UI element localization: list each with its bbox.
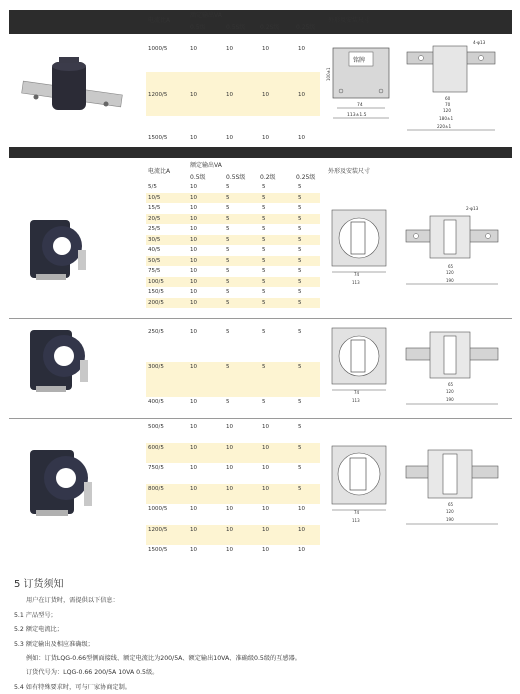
row-highlight	[146, 525, 320, 546]
cell-value: 5	[226, 226, 230, 232]
cell-value: 5	[262, 194, 266, 201]
cell-value: 5	[298, 268, 302, 274]
dimension-drawing-1	[327, 40, 502, 135]
cell-value: 10	[226, 465, 233, 471]
row-highlight	[146, 443, 320, 464]
cell-value: 5	[262, 278, 266, 285]
ordering-item: 5.2 额定电流比；	[14, 626, 63, 633]
cell-value: 10	[190, 184, 197, 190]
header-class-3: 0.2级	[260, 174, 276, 181]
cell-value: 10	[190, 485, 197, 492]
cell-value: 10	[190, 92, 197, 98]
cell-ratio: 1200/5	[148, 92, 168, 98]
dim-74: 74	[354, 390, 360, 395]
cell-value: 10	[190, 278, 197, 285]
ordering-item: 5.4 如有特殊要求时，可与厂家协商定制。	[14, 684, 131, 691]
cell-value: 5	[262, 215, 266, 222]
ordering-intro: 用户在订货时，需提供以下信息：	[26, 597, 119, 604]
cell-ratio: 250/5	[148, 329, 164, 335]
cell-value: 10	[190, 226, 197, 232]
cell-value: 5	[262, 226, 266, 232]
header-class-3: 0.2S级	[260, 24, 280, 31]
cell-value: 10	[190, 364, 197, 370]
cell-value: 10	[190, 135, 197, 141]
cell-value: 5	[298, 485, 302, 492]
cell-ratio: 200/5	[148, 299, 164, 306]
ordering-code: 订货代号为：LQG-0.66 200/5A 10VA 0.5级。	[26, 669, 159, 676]
dim-113: 113±1.5	[347, 113, 367, 118]
cell-value: 10	[226, 46, 233, 52]
dimension-drawing-2	[326, 180, 506, 290]
cell-value: 10	[190, 268, 197, 274]
row-highlight	[146, 362, 320, 397]
cell-value: 10	[226, 547, 233, 553]
cell-value: 5	[226, 299, 230, 306]
header-class-1: 0.5级	[190, 24, 206, 31]
header-rated-output: 额定输出VA	[190, 162, 222, 169]
cell-value: 5	[262, 329, 266, 335]
cell-value: 10	[190, 257, 197, 264]
cell-value: 10	[190, 526, 197, 533]
row-highlight	[146, 214, 320, 225]
cell-value: 10	[262, 135, 269, 141]
cell-ratio: 30/5	[148, 236, 161, 243]
cell-value: 5	[226, 236, 230, 243]
cell-value: 10	[190, 444, 197, 451]
cell-value: 10	[262, 465, 269, 471]
cell-value: 10	[190, 399, 197, 405]
cell-ratio: 300/5	[148, 364, 164, 370]
cell-value: 5	[298, 226, 302, 232]
cell-value: 5	[262, 257, 266, 264]
cell-value: 5	[226, 205, 230, 211]
cell-value: 10	[190, 329, 197, 335]
dim-65: 65	[448, 502, 454, 507]
cell-value: 10	[190, 547, 197, 553]
cell-ratio: 75/5	[148, 268, 161, 274]
transformer-photo-2	[22, 210, 102, 290]
cell-value: 5	[226, 289, 230, 295]
cell-ratio: 100/5	[148, 278, 164, 285]
cell-ratio: 1000/5	[148, 506, 168, 512]
cell-ratio: 1200/5	[148, 526, 168, 533]
dim-220: 220±1	[437, 124, 452, 129]
cell-value: 10	[190, 205, 197, 211]
cell-value: 5	[262, 399, 266, 405]
transformer-photo-4	[22, 440, 107, 530]
dim-hole: 4-φ13	[473, 40, 486, 45]
header-class-1: 0.5级	[190, 174, 206, 181]
section-separator	[9, 418, 512, 419]
cell-value: 5	[298, 184, 302, 190]
cell-value: 5	[298, 257, 302, 264]
dim-120: 120	[443, 108, 451, 113]
cell-value: 10	[226, 92, 233, 98]
header-dimensions: 外形及安装尺寸	[328, 168, 371, 175]
cell-value: 10	[262, 46, 269, 52]
cell-value: 5	[298, 364, 302, 370]
header-ratio: 电流比A	[148, 168, 171, 175]
cell-value: 5	[226, 184, 230, 190]
row-highlight	[146, 484, 320, 505]
header-ratio: 电流比A	[148, 17, 171, 24]
cell-ratio: 150/5	[148, 289, 164, 295]
ordering-example: 例如：订货LQG-0.66型侧面接线、额定电流比为200/5A、额定输出10VA、准确级0.5级的互感器。	[26, 655, 301, 662]
dim-113: 113	[352, 280, 360, 285]
dimension-drawing-4	[326, 440, 506, 530]
cell-value: 5	[226, 268, 230, 274]
dim-74: 74	[354, 510, 360, 515]
cell-value: 10	[262, 92, 269, 98]
cell-value: 10	[298, 135, 305, 141]
cell-value: 5	[262, 205, 266, 211]
cell-value: 5	[262, 247, 266, 253]
row-highlight	[146, 72, 320, 116]
nameplate-label: 铭牌	[353, 57, 366, 64]
cell-value: 5	[298, 247, 302, 253]
cell-value: 5	[262, 184, 266, 190]
cell-value: 5	[298, 289, 302, 295]
cell-value: 10	[190, 465, 197, 471]
cell-value: 10	[226, 135, 233, 141]
cell-value: 5	[298, 194, 302, 201]
cell-value: 10	[226, 506, 233, 512]
cell-value: 5	[226, 364, 230, 370]
cell-value: 10	[190, 247, 197, 253]
cell-ratio: 10/5	[148, 194, 161, 201]
table-divider	[9, 147, 512, 158]
dim-120: 120	[446, 270, 454, 275]
cell-value: 10	[190, 424, 197, 430]
transformer-photo-3	[22, 322, 102, 402]
cell-value: 10	[190, 289, 197, 295]
cell-value: 10	[190, 299, 197, 306]
cell-value: 5	[226, 257, 230, 264]
row-highlight	[146, 193, 320, 204]
cell-value: 10	[298, 46, 305, 52]
cell-value: 5	[262, 289, 266, 295]
cell-value: 5	[298, 329, 302, 335]
dim-190: 190	[446, 278, 454, 283]
cell-value: 5	[226, 278, 230, 285]
cell-value: 5	[298, 424, 302, 430]
dim-hole: 2-φ13	[466, 206, 479, 211]
cell-value: 5	[226, 247, 230, 253]
cell-ratio: 25/5	[148, 226, 161, 232]
cell-ratio: 5/5	[148, 184, 157, 190]
cell-value: 5	[226, 194, 230, 201]
dim-113: 113	[352, 518, 360, 523]
cell-value: 10	[298, 526, 305, 533]
cell-value: 10	[262, 485, 269, 492]
cell-value: 10	[190, 215, 197, 222]
cell-value: 10	[226, 526, 233, 533]
cell-ratio: 750/5	[148, 465, 164, 471]
dim-74: 74	[354, 272, 360, 277]
cell-value: 10	[298, 547, 305, 553]
cell-value: 5	[298, 205, 302, 211]
cell-ratio: 500/5	[148, 424, 164, 430]
dim-60: 60	[445, 96, 451, 101]
cell-value: 5	[226, 329, 230, 335]
cell-ratio: 15/5	[148, 205, 161, 211]
header-class-2: 0.5S级	[226, 174, 246, 181]
transformer-photo-1	[18, 54, 128, 134]
cell-value: 5	[298, 444, 302, 451]
cell-value: 5	[298, 465, 302, 471]
cell-value: 10	[190, 506, 197, 512]
dim-74: 74	[357, 103, 363, 108]
ordering-title: 5 订货须知	[14, 579, 64, 590]
cell-ratio: 40/5	[148, 247, 161, 253]
dim-120: 120	[446, 389, 454, 394]
dim-120: 120	[446, 509, 454, 514]
ordering-item: 5.1 产品型号；	[14, 612, 57, 619]
cell-value: 10	[226, 444, 233, 451]
cell-value: 10	[298, 506, 305, 512]
cell-value: 5	[298, 215, 302, 222]
dimension-drawing-3	[326, 322, 506, 412]
section-separator	[9, 318, 512, 319]
dim-190: 190	[446, 517, 454, 522]
cell-ratio: 1500/5	[148, 135, 168, 141]
dim-113: 113	[352, 398, 360, 403]
row-highlight	[146, 298, 320, 309]
cell-value: 5	[298, 236, 302, 243]
row-highlight	[146, 277, 320, 288]
cell-value: 5	[262, 299, 266, 306]
cell-ratio: 800/5	[148, 485, 164, 492]
cell-ratio: 400/5	[148, 399, 164, 405]
cell-value: 10	[298, 92, 305, 98]
dim-190: 190	[446, 397, 454, 402]
cell-value: 10	[226, 424, 233, 430]
header-dimensions: 外形及安装尺寸	[328, 17, 371, 24]
cell-value: 10	[190, 236, 197, 243]
cell-value: 5	[298, 399, 302, 405]
cell-value: 10	[262, 424, 269, 430]
cell-value: 5	[262, 364, 266, 370]
dim-100: 100±1	[326, 67, 331, 81]
cell-ratio: 20/5	[148, 215, 161, 222]
dim-180: 180±1	[439, 116, 454, 121]
dim-70: 70	[445, 102, 451, 107]
cell-value: 10	[262, 547, 269, 553]
cell-value: 5	[298, 278, 302, 285]
cell-ratio: 600/5	[148, 444, 164, 451]
cell-value: 5	[298, 299, 302, 306]
header-class-2: 0.5S级	[226, 24, 246, 31]
cell-ratio: 1000/5	[148, 46, 168, 52]
dim-65: 65	[448, 264, 454, 269]
cell-value: 10	[262, 444, 269, 451]
header-rated-output: 额定输出VA	[190, 12, 222, 19]
cell-ratio: 1500/5	[148, 547, 168, 553]
dim-65: 65	[448, 382, 454, 387]
cell-value: 10	[262, 506, 269, 512]
ordering-item: 5.3 额定输出及相应准确级；	[14, 641, 94, 648]
cell-value: 5	[262, 236, 266, 243]
cell-value: 10	[226, 485, 233, 492]
cell-ratio: 50/5	[148, 257, 161, 264]
cell-value: 5	[262, 268, 266, 274]
cell-value: 10	[262, 526, 269, 533]
row-highlight	[146, 256, 320, 267]
header-class-4: 0.25级	[296, 174, 316, 181]
cell-value: 5	[226, 215, 230, 222]
row-highlight	[146, 235, 320, 246]
cell-value: 10	[190, 194, 197, 201]
header-class-4: 0.25级	[296, 24, 316, 31]
cell-value: 5	[226, 399, 230, 405]
cell-value: 10	[190, 46, 197, 52]
